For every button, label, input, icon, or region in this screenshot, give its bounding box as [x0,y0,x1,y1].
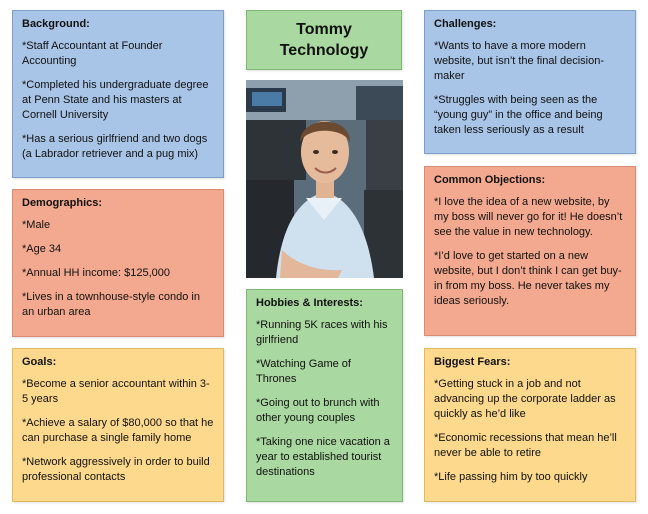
persona-name [246,10,402,70]
persona-photo-image [246,80,403,278]
challenges-item: *Struggles with being seen as the “young guy” in the office and being taken less seriously as a result [434,94,603,136]
fears-title: Biggest Fears: [434,356,511,368]
demographics-item: *Annual HH income: $125,000 [22,267,170,279]
hobbies-title: Hobbies & Interests: [256,297,363,309]
objections-title: Common Objections: [434,174,546,186]
hobbies-item: *Going out to brunch with other young couples [256,397,380,424]
fears-item: *Life passing him by too quickly [434,471,588,483]
objections-item: *I love the idea of a new website, by my boss will never go for it! He doesn’t see the value in new technology. [434,196,623,238]
background-title: Background: [22,18,90,30]
fears-item: *Economic recessions that mean he’ll never be able to retire [434,432,617,459]
goals-card [12,348,224,502]
demographics-item: *Age 34 [22,243,62,255]
fears-card [424,348,636,502]
challenges-title: Challenges: [434,18,497,30]
demographics-card [12,189,224,337]
goals-title: Goals: [22,356,57,368]
background-card [12,10,224,178]
persona-name-text: Tommy Technology [279,21,369,59]
challenges-item: *Wants to have a more modern website, but isn’t the final decision-maker [434,40,604,82]
demographics-title: Demographics: [22,197,103,209]
fears-item: *Getting stuck in a job and not advancing up the corporate ladder as quickly as he’d like [434,378,616,420]
background-item: *Has a serious girlfriend and two dogs (a Labrador retriever and a pug mix) [22,133,208,160]
hobbies-item: *Watching Game of Thrones [256,358,351,385]
persona-photo [246,80,403,278]
goals-item: *Network aggressively in order to build professional contacts [22,456,210,483]
hobbies-item: *Taking one nice vacation a year to established tourist destinations [256,436,390,478]
challenges-card [424,10,636,154]
background-item: *Completed his undergraduate degree at Penn State and his masters at Cornell University [22,79,209,121]
objections-item: *I’d love to get started on a new website, but I don’t think I can get buy-in from my boss. He never takes my ideas seriously. [434,250,622,307]
background-item: *Staff Accountant at Founder Accounting [22,40,163,67]
goals-item: *Become a senior accountant within 3-5 years [22,378,210,405]
demographics-item: *Lives in a townhouse-style condo in an urban area [22,291,200,318]
hobbies-item: *Running 5K races with his girlfriend [256,319,388,346]
goals-item: *Achieve a salary of $80,000 so that he can purchase a single family home [22,417,214,444]
objections-card [424,166,636,336]
hobbies-card [246,289,403,502]
demographics-item: *Male [22,219,51,231]
